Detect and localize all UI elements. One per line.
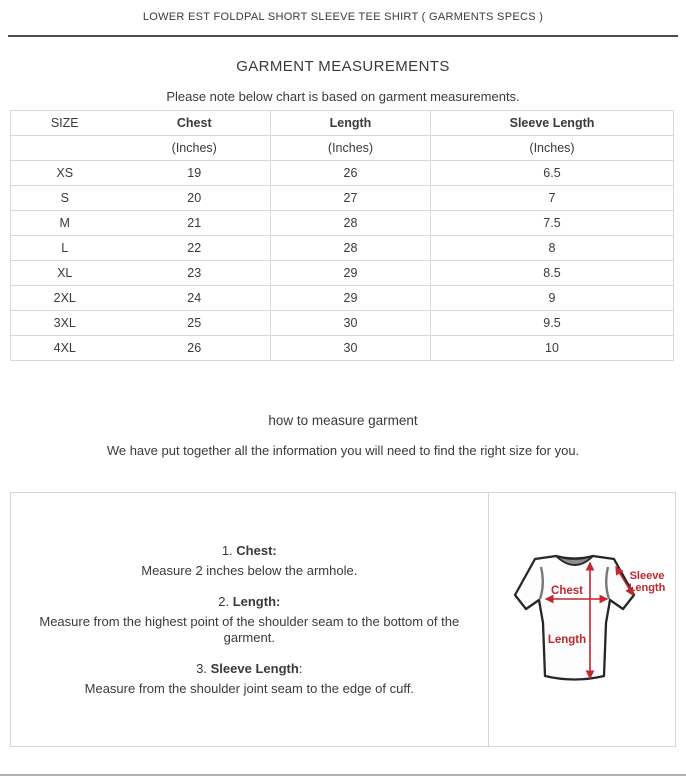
diagram-sleeve-label-line1: Sleeve [629,570,665,582]
title-divider [8,35,678,37]
step-number: 2. [218,593,230,609]
table-row-l [11,236,674,261]
units-cell-length: (Inches) [271,136,431,161]
size-cell: 4XL [11,336,119,361]
column-header-sleeve-length: Sleeve Length [431,111,674,136]
step-number: 3. [196,660,208,676]
step-title [19,594,480,610]
measurement-note: Please note below chart is based on garment measurements. [166,89,520,104]
size-chart-table [10,110,674,361]
step-length [19,594,480,646]
tshirt-outline [515,556,634,680]
step-description: Measure from the shoulder joint seam to the edge of cuff. [84,680,414,696]
units-cell-size [11,136,119,161]
table-row-4xl [11,336,674,361]
step-title [19,661,480,677]
chest-cell: 22 [119,236,271,261]
bottom-divider [0,774,686,776]
measure-instructions-panel [10,492,676,747]
step-term: Length: [232,593,281,609]
diagram-sleeve-label-line2: Length [628,582,666,594]
step-term: Sleeve Length [210,660,299,676]
length-cell: 28 [271,211,431,236]
step-suffix: : [298,660,303,676]
size-cell: XL [11,261,119,286]
step-number: 1. [221,542,233,558]
table-row-2xl [11,286,674,311]
length-cell: 28 [271,236,431,261]
chest-cell: 19 [119,161,271,186]
how-to-heading: how to measure garment [268,413,418,428]
table-row-m [11,211,674,236]
table-row-xl [11,261,674,286]
chest-cell: 25 [119,311,271,336]
size-cell: 2XL [11,286,119,311]
length-cell: 29 [271,286,431,311]
column-header-chest: Chest [119,111,271,136]
table-row-xs [11,161,674,186]
step-chest [19,543,480,579]
diagram-chest-label: Chest [550,585,583,597]
step-title [19,543,480,559]
step-description: Measure from the highest point of the shoulder seam to the bottom of the garment. [39,613,460,645]
length-cell: 30 [271,336,431,361]
units-cell-chest: (Inches) [119,136,271,161]
length-cell: 27 [271,186,431,211]
step-description: Measure 2 inches below the armhole. [141,562,358,578]
sleeve-cell: 7 [431,186,674,211]
table-units-row [11,136,674,161]
chest-cell: 20 [119,186,271,211]
size-cell: 3XL [11,311,119,336]
table-header-row [11,111,674,136]
sleeve-cell: 6.5 [431,161,674,186]
table-row-3xl [11,311,674,336]
section-heading: GARMENT MEASUREMENTS [236,58,450,75]
sleeve-cell: 9 [431,286,674,311]
size-cell: M [11,211,119,236]
tshirt-diagram-panel [488,493,675,746]
diagram-length-label: Length [547,634,586,646]
chest-cell: 21 [119,211,271,236]
length-cell: 29 [271,261,431,286]
step-sleeve-length [19,661,480,697]
page-title: LOWER EST FOLDPAL SHORT SLEEVE TEE SHIRT ( GARMENTS SPECS ) [142,11,544,23]
sleeve-cell: 8 [431,236,674,261]
sleeve-cell: 7.5 [431,211,674,236]
sleeve-cell: 8.5 [431,261,674,286]
size-cell: S [11,186,119,211]
chest-cell: 26 [119,336,271,361]
chest-cell: 24 [119,286,271,311]
sleeve-cell: 10 [431,336,674,361]
length-cell: 30 [271,311,431,336]
instruction-list [11,493,488,746]
chest-cell: 23 [119,261,271,286]
table-row-s [11,186,674,211]
units-cell-sleeve: (Inches) [431,136,674,161]
tshirt-measurement-diagram [489,493,675,746]
length-cell: 26 [271,161,431,186]
size-cell: L [11,236,119,261]
sleeve-cell: 9.5 [431,311,674,336]
step-term: Chest: [236,542,277,558]
column-header-length: Length [271,111,431,136]
column-header-size: SIZE [11,111,119,136]
size-cell: XS [11,161,119,186]
how-to-intro: We have put together all the information you will need to find the right size for you. [106,443,580,458]
